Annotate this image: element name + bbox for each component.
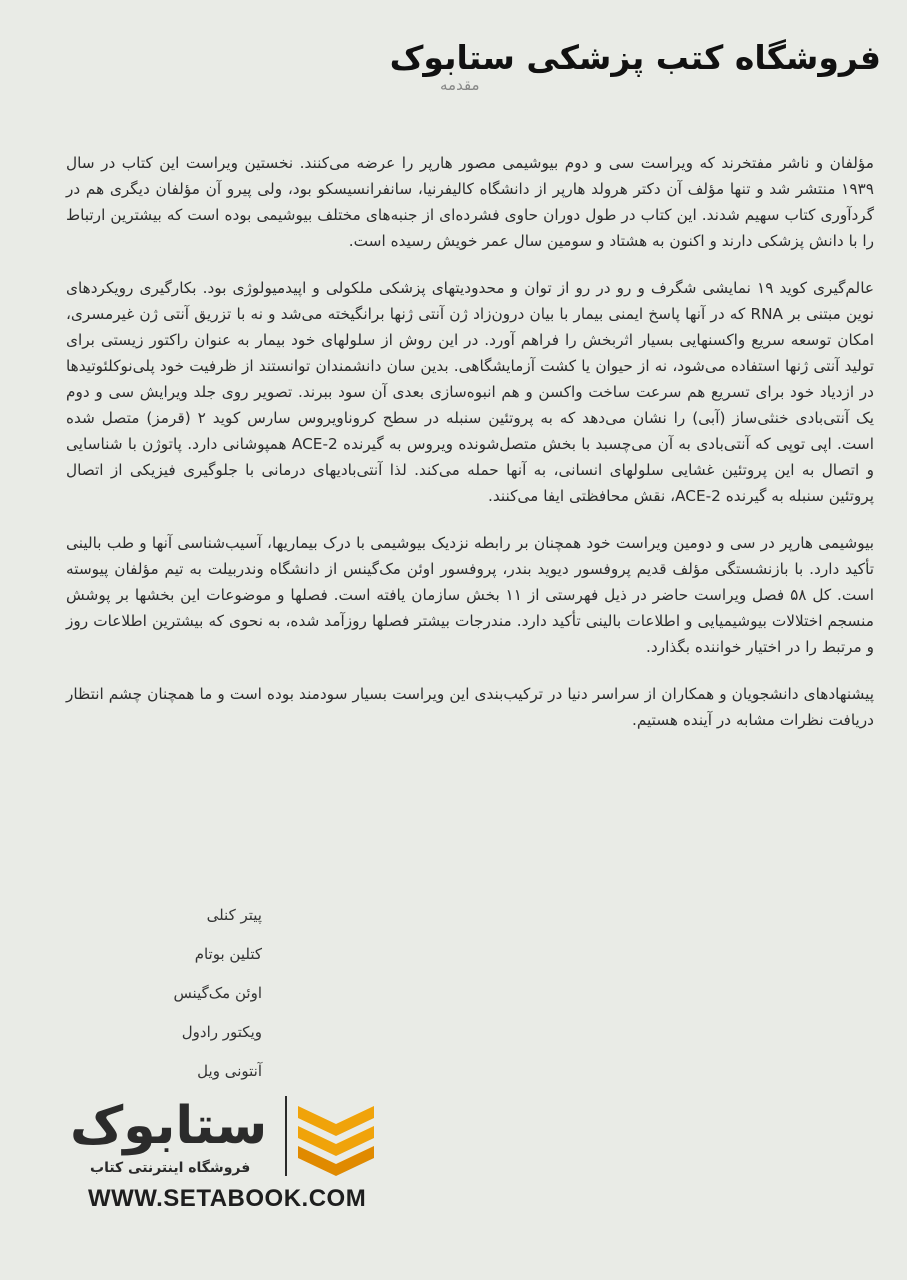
author-name: آنتونی ویل — [197, 1062, 262, 1080]
watermark-title: فروشگاه کتب پزشکی ستابوک — [389, 38, 881, 77]
chevron-stack-icon — [288, 1098, 384, 1178]
author-name: اوئن مک‌گینس — [173, 984, 262, 1002]
paragraph: بیوشیمی هارپر در سی و دومین ویراست خود همچنان بر رابطه نزدیک بیوشیمی با درک بیماریها، آسیب‌شناسی آنها و طب بالینی تأکید دارد. با بازنشستگی مؤلف قدیم پروفسور دیوید بندر، پروفسور اوئن مک‌گینس از دانشگاه وندربیلت به تیم مؤلفان پیوسته است. کل ۵۸ فصل ویراست حاضر در ذیل فهرستی از ۱۱ بخش سازمان یافته است. فصلها و موضوعات این بخشها بر پوشش منسجم اختلالات بیوشیمیایی و اطلاعات بالینی تأکید دارد. مندرجات بیشتر فصلها روزآمد شده، به نحوی که بیشترین اطلاعات روز و مرتبط را در اختیار خواننده بگذارد. — [66, 534, 874, 656]
page-heading: مقدمه — [440, 76, 480, 94]
paragraph: عالم‌گیری کوید ۱۹ نمایشی شگرف و رو در رو از توان و محدودیتهای پزشکی ملکولی و اپیدمیولوژی بود. بکارگیری رویکردهای نوین مبتنی بر RNA که در آنها پاسخ ایمنی بیمار با بیان درون‌زاد ژن آنتی ژنها برانگیخته می‌شد و نه با تزریق آنتی ژن غیرمسری، امکان توسعه سریع واکسنهایی بسیار اثربخش را فراهم آورد. در این روش از سلولهای خود بیمار به عنوان راکتور زیستی برای تولید آنتی ژنها استفاده می‌شود، نه از حیوان یا کشت آزمایشگاهی. بدین سان دانشمندان توانستند از ظرفیت خود پلی‌نوکلئوتیدها در ازدیاد خود برای تسریع هم سرعت ساخت واکسن و هم انبوه‌سازی بعدی آن سود ببرند. تصویر روی جلد ویرایش سی و دوم یک آنتی‌بادی خنثی‌ساز (آبی) را نشان می‌دهد که به پروتئین سنبله در سطح کروناویروس سارس کوید ۲ (قرمز) متصل شده است. اپی توپی که آنتی‌بادی به آن می‌چسبد با بخش متصل‌شونده ویروس به گیرنده ACE-2 همپوشانی دارد. پاتوژن با شناسایی و اتصال به این پروتئین غشایی سلولهای انسانی، به آنها حمله می‌کند. لذا آنتی‌بادیهای درمانی با جلوگیری فیزیکی از اتصال پروتئین سنبله به گیرنده ACE-2، نقش محافظتی ایفا می‌کنند. — [66, 279, 875, 505]
paragraph: پیشنهادهای دانشجویان و همکاران از سراسر دنیا در ترکیب‌بندی این ویراست بسیار سودمند بوده است و ما همچنان چشم انتظار دریافت نظرات مشابه در آینده هستیم. — [66, 685, 874, 729]
author-name: کتلین بوتام — [194, 945, 262, 963]
author-signatures — [62, 896, 262, 1091]
website-url: WWW.SETABOOK.COM — [88, 1185, 367, 1212]
author-name: ویکتور رادول — [181, 1023, 262, 1041]
logo-wordmark: ستابوک — [70, 1096, 268, 1156]
paragraph: مؤلفان و ناشر مفتخرند که ویراست سی و دوم بیوشیمی مصور هارپر را عرضه می‌کنند. نخستین ویراست این کتاب در سال ۱۹۳۹ منتشر شد و تنها مؤلف آن دکتر هرولد هارپر از دانشگاه کالیفرنیا، سانفرانسیسکو بود، ولی پیرو آن مؤلفان دیگری هم در گردآوری کتاب سهیم شدند. این کتاب در طول دوران حاوی فشرده‌ای از جنبه‌های مختلف بیوشیمی بوده است که بیشترین ارتباط را با دانش پزشکی دارند و اکنون به هشتاد و سومین سال عمر خویش رسیده است. — [66, 154, 874, 250]
logo-divider — [285, 1096, 287, 1176]
body-text — [66, 150, 874, 754]
author-name: پیتر کنلی — [206, 906, 262, 924]
logo-subtitle: فروشگاه اینترنتی کتاب — [90, 1160, 251, 1176]
